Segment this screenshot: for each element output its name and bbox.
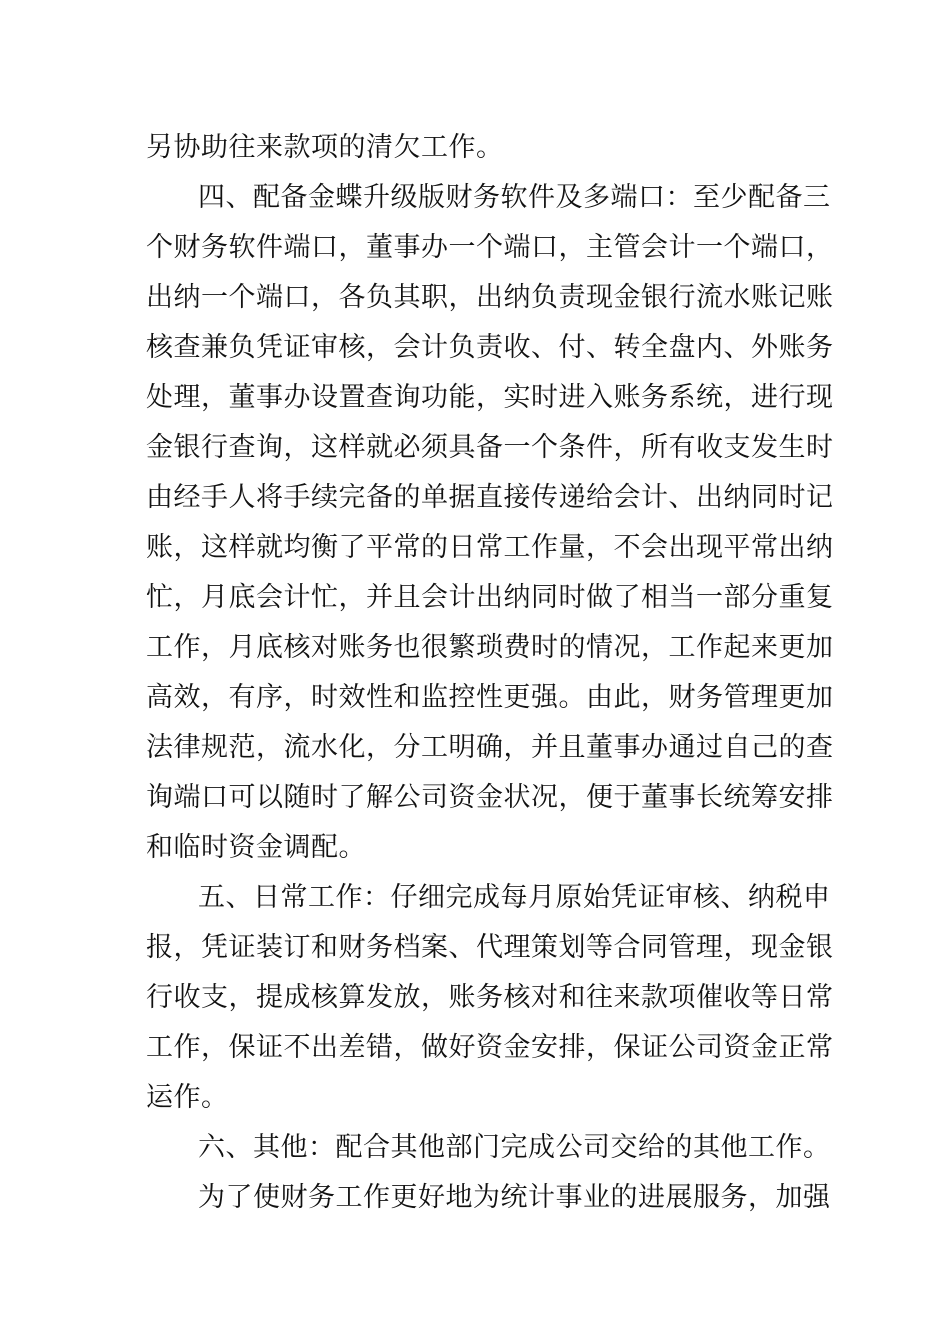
text-line: 由经手人将手续完备的单据直接传递给会计、出纳同时记 [146,482,834,513]
text-line: 询端口可以随时了解公司资金状况，便于董事长统筹安排 [146,782,834,813]
paragraph-five-heading: 五、日常工作：仔细完成每月原始凭证审核、纳税申 [198,882,831,913]
text-line: 高效，有序，时效性和监控性更强。由此，财务管理更加 [146,682,834,713]
text-line: 和临时资金调配。 [146,832,366,863]
text-line: 另协助往来款项的清欠工作。 [146,132,504,163]
text-line: 报，凭证装订和财务档案、代理策划等合同管理，现金银 [146,932,834,963]
text-line: 处理，董事办设置查询功能，实时进入账务系统，进行现 [146,382,834,413]
text-line: 个财务软件端口，董事办一个端口，主管会计一个端口， [146,232,834,263]
text-line: 运作。 [146,1082,229,1113]
text-line: 金银行查询，这样就必须具备一个条件，所有收支发生时 [146,432,834,463]
paragraph-six-heading: 六、其他：配合其他部门完成公司交给的其他工作。 [198,1132,831,1163]
text-line: 法律规范，流水化，分工明确，并且董事办通过自己的查 [146,732,834,763]
closing-paragraph-line: 为了使财务工作更好地为统计事业的进展服务，加强 [198,1182,831,1213]
text-line: 出纳一个端口，各负其职，出纳负责现金银行流水账记账 [146,282,834,313]
text-line: 账，这样就均衡了平常的日常工作量，不会出现平常出纳 [146,532,834,563]
text-line: 工作，保证不出差错，做好资金安排，保证公司资金正常 [146,1032,834,1063]
paragraph-four-heading: 四、配备金蝶升级版财务软件及多端口：至少配备三 [198,182,831,213]
text-line: 工作，月底核对账务也很繁琐费时的情况，工作起来更加 [146,632,834,663]
text-line: 核查兼负凭证审核，会计负责收、付、转全盘内、外账务 [146,332,834,363]
text-line: 忙，月底会计忙，并且会计出纳同时做了相当一部分重复 [146,582,834,613]
text-line: 行收支，提成核算发放，账务核对和往来款项催收等日常 [146,982,834,1013]
